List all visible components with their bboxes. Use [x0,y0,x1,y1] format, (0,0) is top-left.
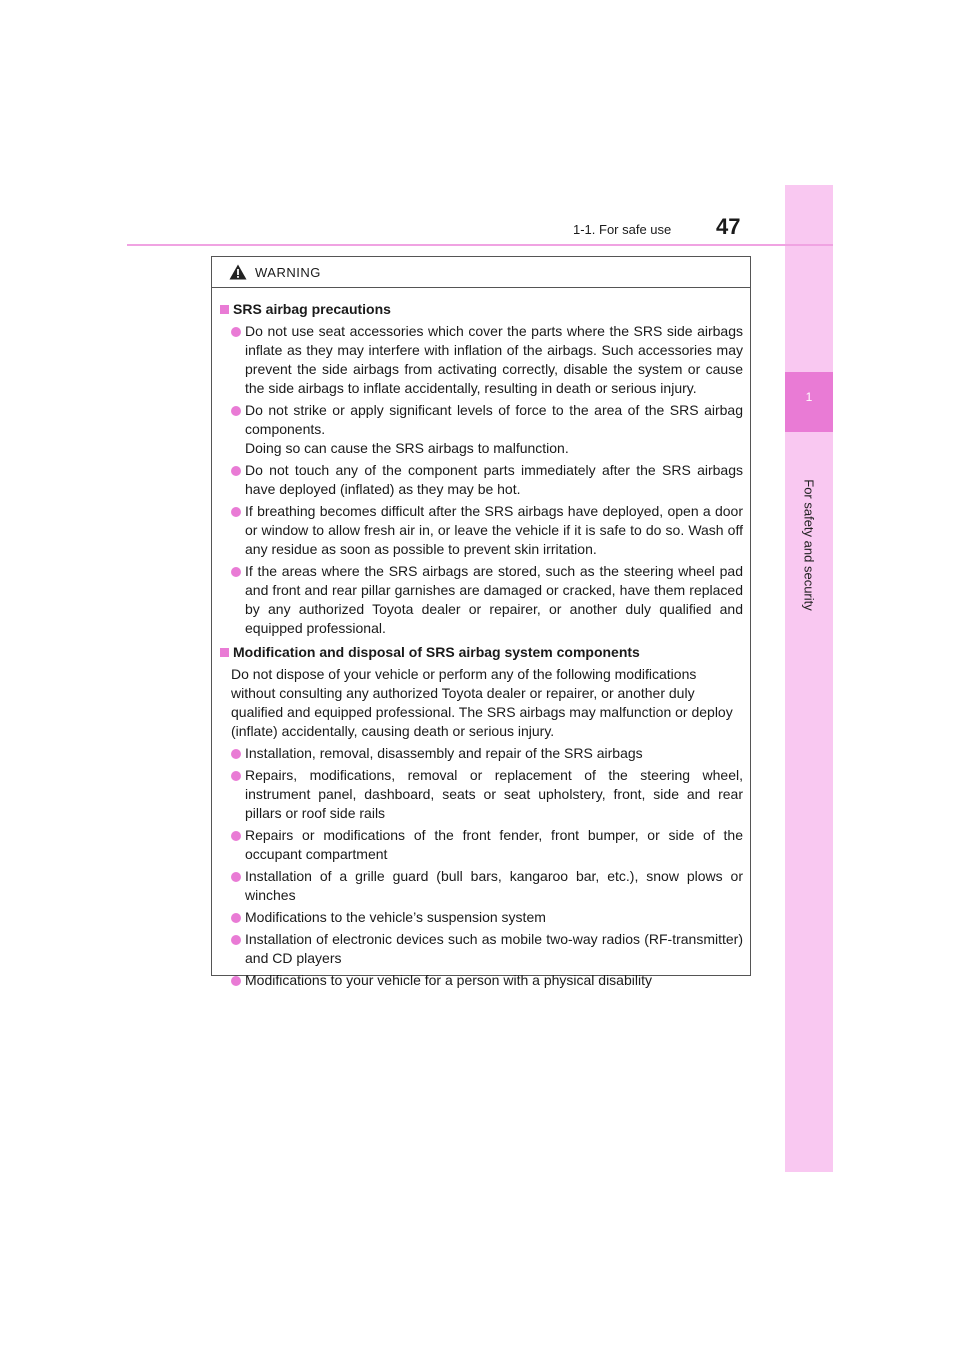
list-item-text: Do not touch any of the component parts immediately after the SRS airbags have deployed (inflated) as they may be hot. [245,462,743,497]
list-item [220,826,743,864]
section-heading-text: SRS airbag precautions [233,301,391,317]
list-item-text: Do not strike or apply significant levels of force to the area of the SRS airbag components. Doing so can cause the SRS airbags to malfunction. [245,402,743,456]
round-bullet-icon [231,406,241,416]
square-bullet-icon [220,648,229,657]
list-item [220,867,743,905]
list-item-text: Modifications to the vehicle’s suspension system [245,909,546,925]
list-item-text: Installation, removal, disassembly and repair of the SRS airbags [245,745,643,761]
square-bullet-icon [220,305,229,314]
list-item-text: If breathing becomes difficult after the SRS airbags have deployed, open a door or window to allow fresh air in, or leave the vehicle if it is safe to do so. Wash off any residue as soon as possible to prevent skin irritation. [245,503,743,557]
list-item-text: Do not use seat accessories which cover the parts where the SRS side airbags inflate as they may interfere with inflation of the airbags. Such accessories may prevent the side airbags from activating correctly, disable the system or cause the side airbags to inflate accidentally, resulting in death or serious injury. [245,323,743,396]
round-bullet-icon [231,872,241,882]
list-item [220,401,743,458]
list-item-text: Installation of electronic devices such as mobile two-way radios (RF-transmitter) and CD players [245,931,743,966]
round-bullet-icon [231,831,241,841]
page-number: 47 [716,214,741,239]
round-bullet-icon [231,466,241,476]
list-item-text: Repairs, modifications, removal or replacement of the steering wheel, instrument panel, dashboard, seats or seat upholstery, front, side and rear pillars or roof side rails [245,767,743,821]
list-item [220,322,743,398]
round-bullet-icon [231,749,241,759]
section-heading-text: Modification and disposal of SRS airbag system components [233,644,640,660]
chapter-side-tab [785,185,833,1172]
section-heading [220,300,743,319]
chapter-number: 1 [805,390,813,404]
warning-box [211,256,751,988]
list-item-text: Repairs or modifications of the front fender, front bumper, or side of the occupant compartment [245,827,743,862]
round-bullet-icon [231,567,241,577]
warning-section [220,643,743,990]
list-item [220,562,743,638]
list-item [220,908,743,927]
round-bullet-icon [231,327,241,337]
round-bullet-icon [231,976,241,986]
chapter-title: For safety and security [801,479,817,611]
round-bullet-icon [231,913,241,923]
list-item [220,744,743,763]
section-heading [220,643,743,662]
list-item [220,461,743,499]
round-bullet-icon [231,935,241,945]
warning-title: WARNING [255,264,321,280]
list-item-text: Installation of a grille guard (bull bars, kangaroo bar, etc.), snow plows or winches [245,868,743,903]
warning-sections [220,300,743,990]
list-item-text: Modifications to your vehicle for a person with a physical disability [245,972,652,988]
list-item [220,930,743,968]
warning-header [212,257,750,288]
warning-triangle-icon [229,264,247,280]
section-intro: Do not dispose of your vehicle or perform any of the following modifications without consulting any authorized Toyota dealer or repairer, or another duly qualified and equipped professional. The SRS airbags may malfunction or deploy (inflate) accidentally, causing death or serious injury. [231,666,733,739]
warning-body [212,288,750,990]
bullet-list [220,322,743,638]
list-item-text: If the areas where the SRS airbags are stored, such as the steering wheel pad and front and rear pillar garnishes are damaged or cracked, have them replaced by any authorized Toyota dealer or repairer, or another duly qualified and equipped professional. [245,563,743,636]
section-label: 1-1. For safe use [573,222,672,237]
list-item [220,766,743,823]
bullet-list [220,744,743,990]
warning-section [220,300,743,638]
header-rule [127,244,833,246]
list-item [220,971,743,990]
round-bullet-icon [231,771,241,781]
list-item [220,502,743,559]
round-bullet-icon [231,507,241,517]
